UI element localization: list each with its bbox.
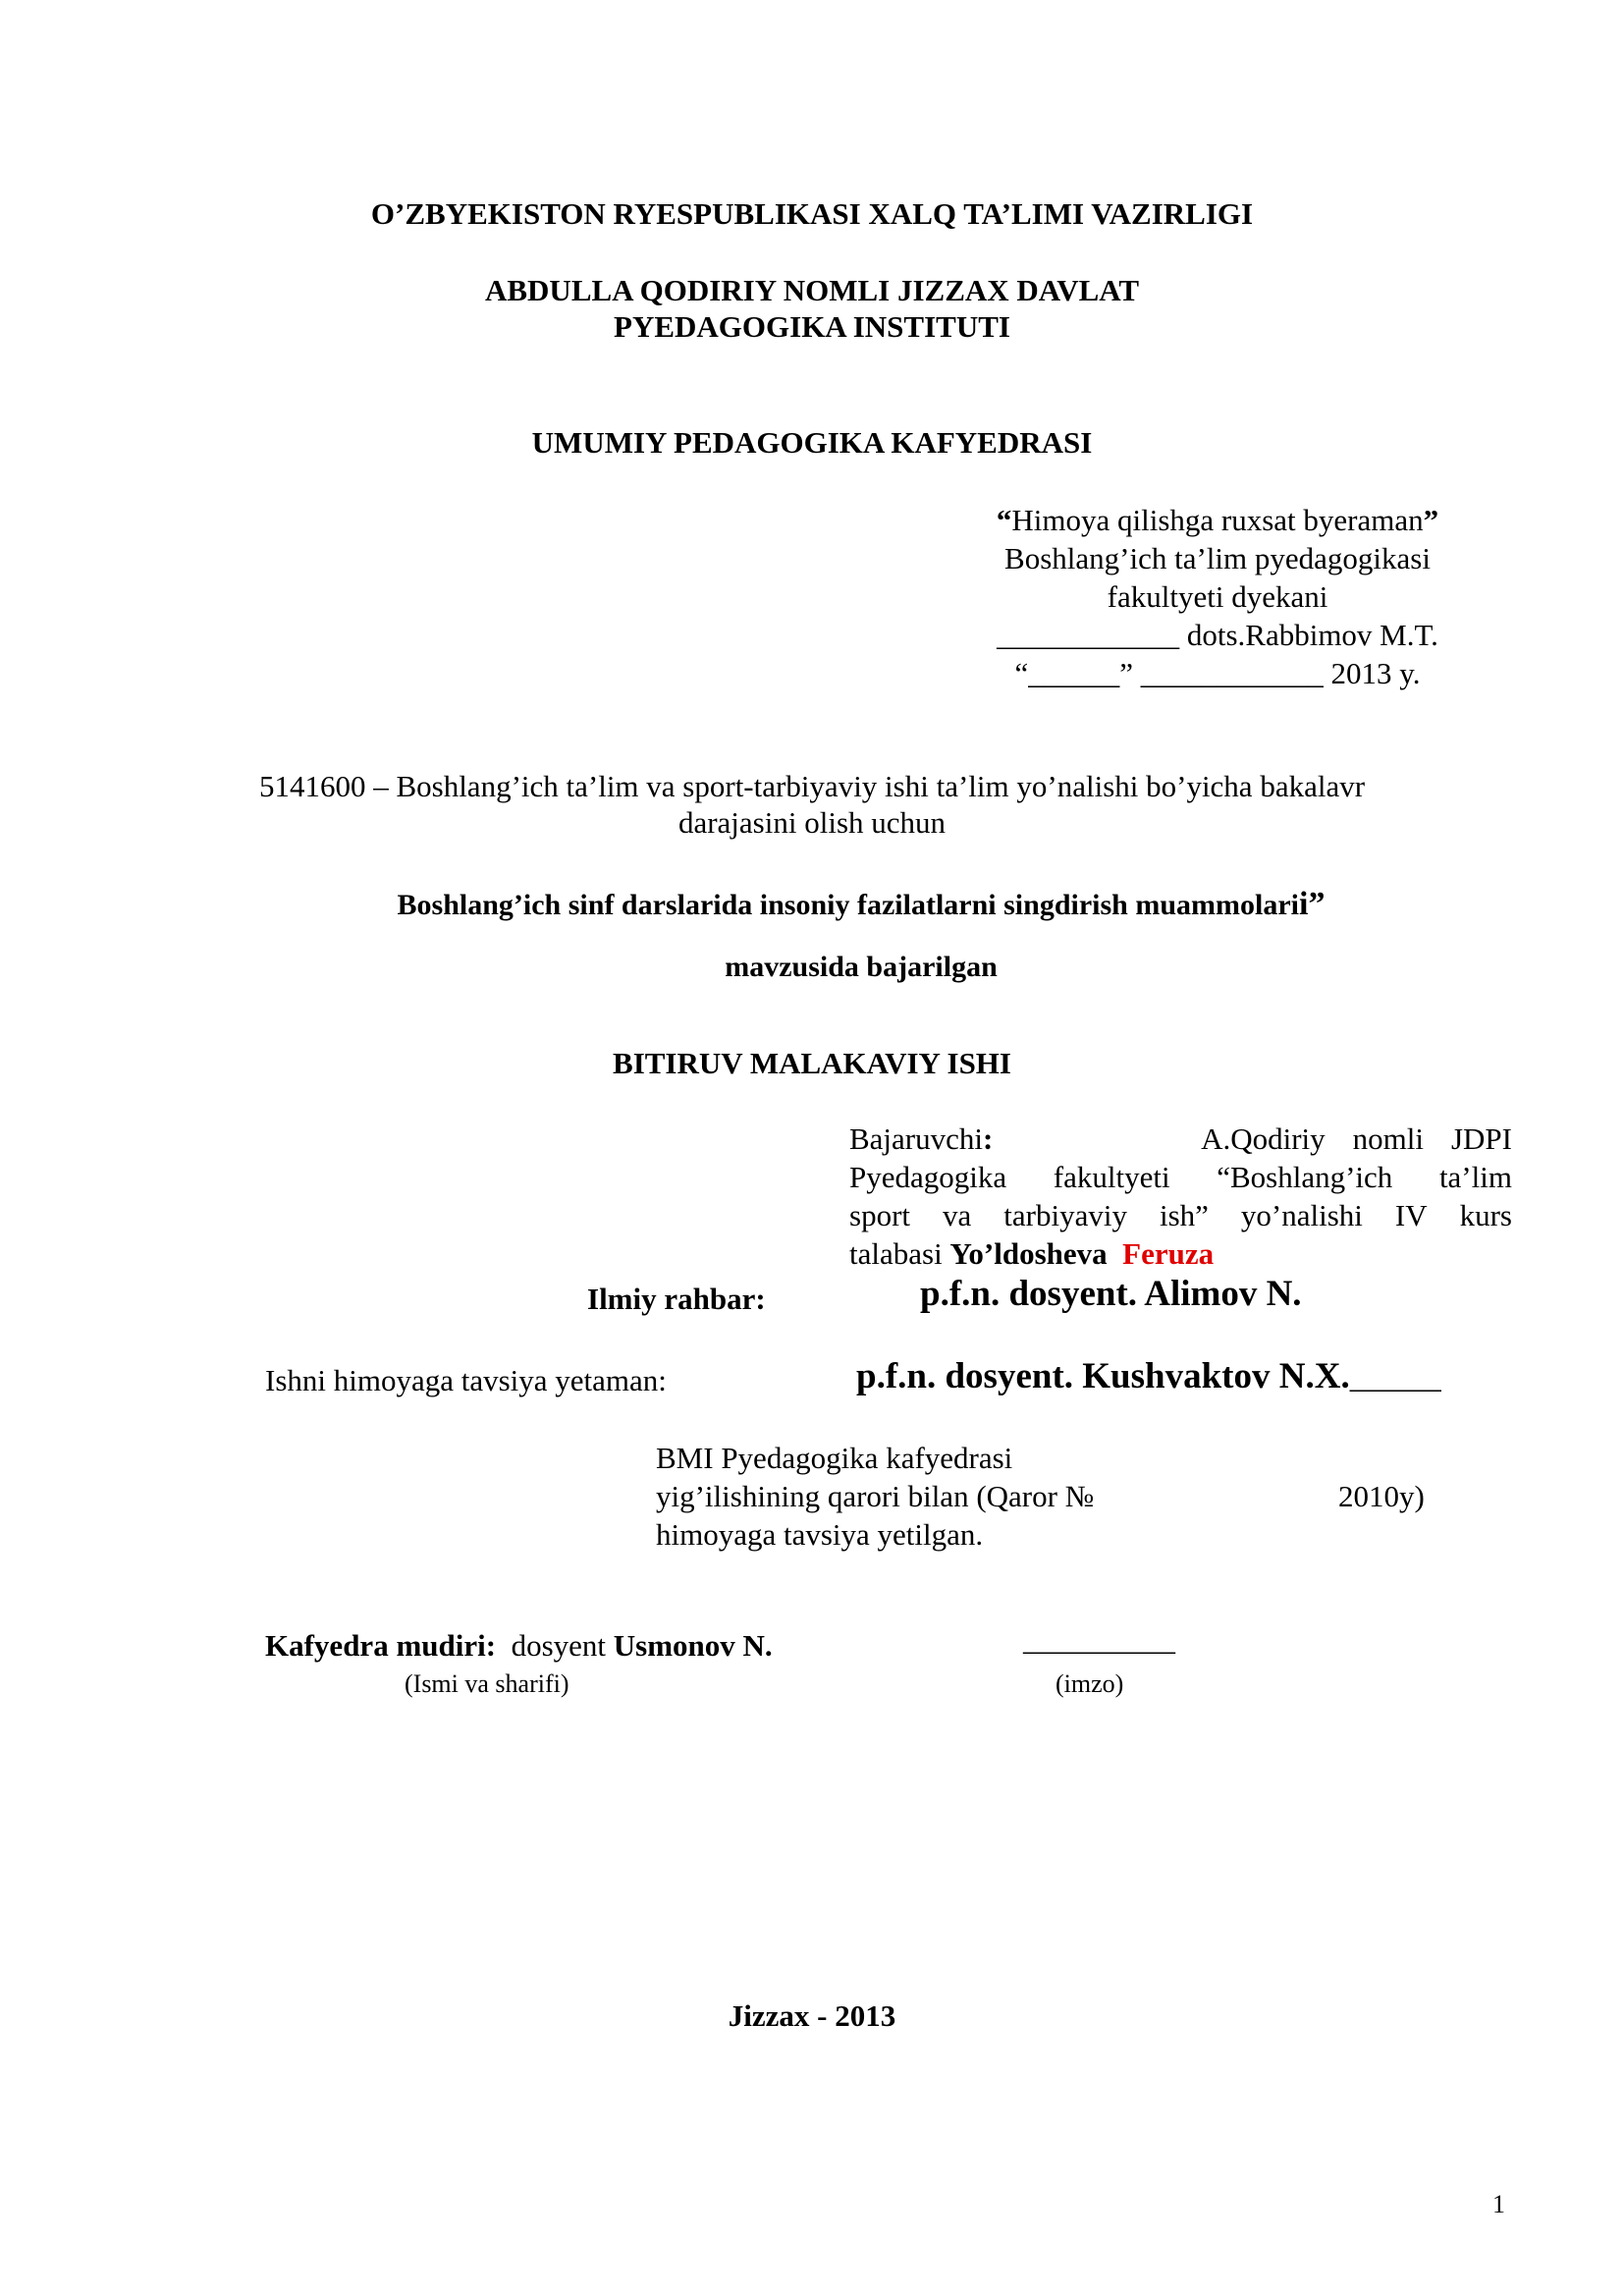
institute-heading-line1: ABDULLA QODIRIY NOMLI JIZZAX DAVLAT [484,273,1140,307]
approval-block [923,501,1512,692]
supervisor-name: p.f.n. dosyent. Alimov N. [920,1274,1302,1314]
executor-label: Bajaruvchi: [849,1121,994,1156]
thesis-topic-end: i” [1299,886,1326,922]
approval-line3: fakultyeti dyekani [1107,579,1328,614]
department-heading: UMUMIY PEDAGOGIKA KAFYEDRASI [531,425,1093,460]
direction-line2: darajasini olish uchun [677,805,947,840]
supervisor-label: Ilmiy rahbar: [587,1282,766,1316]
direction-line1: 5141600 – Boshlang’ich ta’lim va sport-tarbiyaviy ishi ta’lim yo’nalishi bo’yicha bakalavr [258,769,1366,803]
executor-block [849,1120,1512,1273]
approval-line4: ____________ dots.Rabbimov M.T. [997,618,1438,652]
department-decision-block [656,1439,1425,1554]
thesis-topic [0,886,1624,923]
work-type-heading: BITIRUV MALAKAVIY ISHI [613,1046,1011,1080]
student-surname: Yo’ldosheva [949,1236,1108,1271]
signature-caption: (imzo) [1056,1669,1124,1698]
student-first-name: Feruza [1122,1236,1215,1271]
approval-quote-open: “ [996,503,1012,537]
thesis-topic-subtitle: mavzusida bajarilgan [725,951,998,983]
approval-quote-close: ” [1423,503,1439,537]
institute-heading-line2: PYEDAGOGIKA INSTITUTI [614,309,1010,344]
ministry-heading: O’ZBYEKISTON RYESPUBLIKASI XALQ TA’LIMI VAZIRLIGI [370,196,1254,231]
city-year: Jizzax - 2013 [728,1998,896,2033]
decision-line2: yig’ilishining qarori bilan (Qaror № 2010y) [656,1479,1425,1513]
department-head-label: Kafyedra mudiri: [265,1628,497,1663]
recommendation-blank: ______ [1349,1360,1441,1394]
approval-title [923,501,1512,539]
executor-line4: talabasi Yo’ldosheva Feruza [849,1236,1215,1271]
recommendation-label: Ishni himoyaga tavsiya yetaman: [265,1363,667,1397]
executor-line3: sport va tarbiyaviy ish” yo’nalishi IV kurs [849,1198,1512,1232]
decision-line3: himoyaga tavsiya yetilgan. [656,1517,984,1552]
department-head-line [265,1628,773,1664]
executor-line2: Pyedagogika fakultyeti “Boshlang’ich ta’lim [849,1160,1512,1194]
name-caption: (Ismi va sharifi) [405,1669,569,1698]
decision-year: 2010y) [1338,1479,1425,1513]
department-head-title: dosyent [511,1628,606,1663]
approval-line2: Boshlang’ich ta’lim pyedagogikasi [1004,541,1431,575]
recommendation-signature [856,1355,1441,1397]
executor-line1-right: A.Qodiriy nomli JDPI [1201,1121,1512,1156]
decision-line1: BMI Pyedagogika kafyedrasi [656,1441,1013,1475]
thesis-topic-text: Boshlang’ich sinf darslarida insoniy fazilatlarni singdirish muammolari [397,889,1299,921]
page-number: 1 [1492,2190,1505,2218]
approval-title-text: Himoya qilishga ruxsat byeraman [1011,503,1424,537]
executor-line1 [849,1120,1512,1158]
approval-line5: “______” ____________ 2013 y. [1014,656,1421,690]
department-head-name: Usmonov N. [613,1628,773,1663]
department-head-signature-line: __________ [1023,1622,1175,1657]
recommendation-name: p.f.n. dosyent. Kushvaktov N.X. [856,1356,1350,1396]
